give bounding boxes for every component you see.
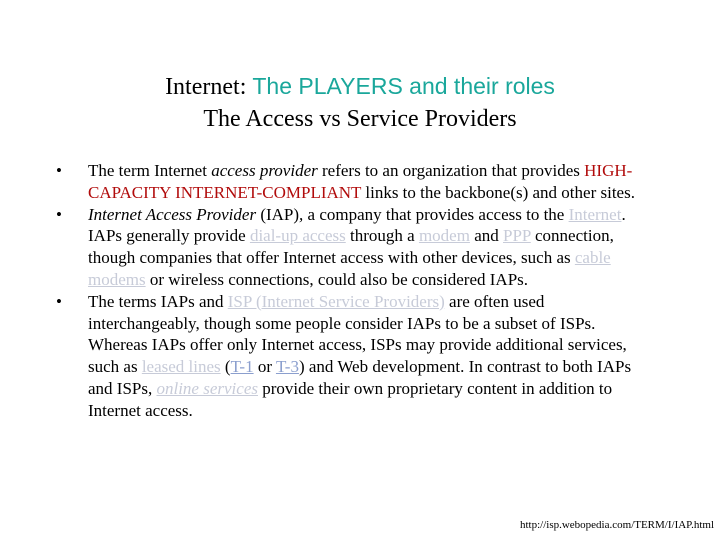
bullet-item-1 <box>56 160 656 204</box>
link-modem[interactable]: modem <box>418 226 470 246</box>
bullet-text: ( <box>220 357 231 377</box>
link-leased-lines[interactable]: leased lines <box>141 357 221 377</box>
bullet-item-2 <box>56 204 656 291</box>
bullet-text: connection, though companies that offer Internet access with other devices, such as <box>88 226 614 268</box>
bullet-text: . IAPs generally provide <box>88 204 626 246</box>
bullet-italic-text: , <box>299 204 304 224</box>
emphasis-text: HIGH-CAPACITY INTERNET-COMPLIANT <box>88 161 633 202</box>
bullet-text: or <box>253 357 276 377</box>
title-highlight: The PLAYERS and their roles <box>252 73 555 99</box>
bullet-italic-text: access provider <box>211 161 318 180</box>
bullet-italic-text: Internet Access Provider <box>88 204 257 224</box>
bullet-text: The term Internet <box>88 161 212 180</box>
link-isp[interactable]: ISP (Internet Service Providers) <box>227 291 445 311</box>
link-t1[interactable]: T-1 <box>230 357 254 377</box>
bullet-text: The terms IAPs and <box>88 291 228 311</box>
source-url: http://isp.webopedia.com/TERM/I/IAP.html <box>519 519 714 531</box>
bullet-item-3 <box>56 291 656 422</box>
bullet-text: and <box>469 226 503 246</box>
title-line-2: The Access vs Service Providers <box>203 106 517 132</box>
link-cable-modems[interactable]: cable modems <box>88 248 611 289</box>
bullet-dot-icon: • <box>56 161 62 180</box>
bullet-text: are often used interchangeably, though some people consider IAPs to be a subset of ISPs. Whereas IAPs offer only Internet access, ISPs may provide additional services, such as <box>88 291 627 377</box>
bullet-text: links to the backbone(s) and other sites. <box>361 182 635 202</box>
bullet-text: ) and Web development. In contrast to both IAPs and ISPs, <box>88 357 632 398</box>
bullet-text: through a <box>345 226 419 246</box>
link-online-services[interactable]: online services <box>156 378 258 398</box>
bullet-list <box>56 160 656 422</box>
bullet-text: a company that provides access to the <box>303 204 569 224</box>
link-t3[interactable]: T-3 <box>275 357 299 377</box>
bullet-dot-icon: • <box>56 291 62 311</box>
title-prefix: Internet: <box>165 74 253 100</box>
slide-title <box>0 70 720 135</box>
title-line-1 <box>0 70 720 103</box>
link-ppp[interactable]: PPP <box>503 226 531 246</box>
link-internet[interactable]: Internet <box>568 204 622 224</box>
bullet-text: refers to an organization that provides <box>317 161 585 180</box>
bullet-text: (IAP) <box>256 204 300 224</box>
link-dial-up-access[interactable]: dial-up access <box>249 226 346 246</box>
bullet-dot-icon: • <box>56 204 62 224</box>
bullet-text: or wireless connections, could also be considered IAPs. <box>145 269 529 289</box>
bullet-text: provide their own proprietary content in addition to Internet access. <box>88 378 613 420</box>
